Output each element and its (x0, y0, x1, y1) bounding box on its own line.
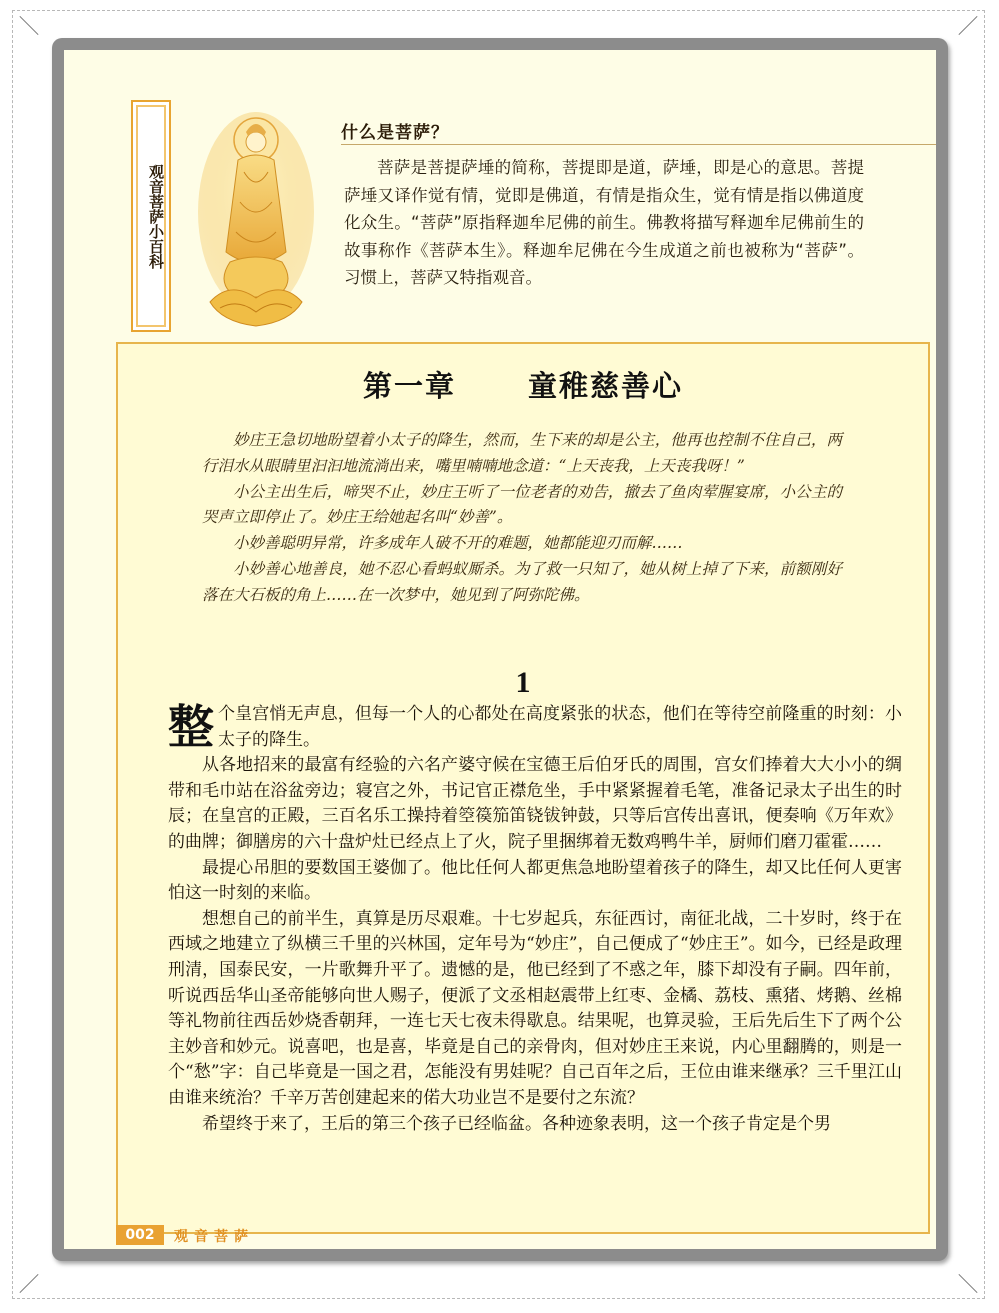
body-paragraph (168, 702, 902, 753)
chapter-box (116, 342, 930, 1234)
body-paragraph: 最提心吊胆的要数国王婆伽了。他比任何人都更焦急地盼望着孩子的降生，却又比任何人更害怕这一时刻的来临。 (168, 857, 902, 904)
corner-mark (19, 16, 38, 35)
heading-rule (341, 144, 936, 145)
summary-paragraph: 小妙善心地善良，她不忍心看蚂蚁厮杀。为了救一只知了，她从树上掉了下来，前额刚好落在大石板的角上……在一次梦中，她见到了阿弥陀佛。 (202, 559, 842, 604)
corner-mark (19, 1274, 38, 1293)
summary-paragraph: 小公主出生后，啼哭不止，妙庄王听了一位老者的劝告，撤去了鱼肉荤腥宴席，小公主的哭声立即停止了。妙庄王给她起名叫“妙善”。 (202, 482, 842, 527)
chapter-title: 第一章 童稚慈善心 (362, 369, 684, 403)
summary-paragraph: 小妙善聪明异常，许多成年人破不开的难题，她都能迎刃而解…… (233, 534, 683, 553)
first-paragraph-text: 个皇宫悄无声息，但每一个人的心都处在高度紧张的状态，他们在等待空前隆重的时刻：小太子的降生。 (218, 704, 902, 750)
intro-paragraph: 菩萨是菩提萨埵的简称，菩提即是道，萨埵，即是心的意思。菩提萨埵又译作觉有情，觉即是佛道，有情是指众生，觉有情是指以佛道度化众生。“菩萨”原指释迦牟尼佛的前生。佛教将描写释迦牟尼佛前生的故事称作《菩萨本生》。释迦牟尼佛在今生成道之前也被称为“菩萨”。习惯上，菩萨又特指观音。 (344, 158, 864, 287)
body-paragraph: 想想自己的前半生，真算是历尽艰难。十七岁起兵，东征西讨，南征北战，二十岁时，终于在西域之地建立了纵横三千里的兴林国，定年号为“妙庄”，自己便成了“妙庄王”。如今，已经是政理刑清，国泰民安，一片歌舞升平了。遗憾的是，他已经到了不惑之年，膝下却没有子嗣。四年前，听说西岳华山圣帝能够向世人赐子，便派了文丞相赵震带上红枣、金橘、荔枝、熏猪、烤鹅、丝棉等礼物前往西岳妙烧香朝拜，一连七天七夜未得歇息。结果呢，也算灵验，王后先后生下了两个公主妙音和妙元。说喜吧，也是喜，毕竟是自己的亲骨肉，但对妙庄王来说，内心里翻腾的，则是一个“愁”字：自己毕竟是一国之君，怎能没有男娃呢？自己百年之后，王位由谁来继承？三千里江山由谁来统治？千辛万苦创建起来的偌大功业岂不是要付之东流？ (168, 908, 902, 1108)
section-number: 1 (515, 666, 531, 699)
corner-mark (958, 1274, 977, 1293)
summary-paragraph: 妙庄王急切地盼望着小太子的降生，然而，生下来的却是公主，他再也控制不住自己，两行泪水从眼睛里汩汩地流淌出来，嘴里喃喃地念道：“上天丧我，上天丧我呀！” (202, 431, 842, 475)
page-number: 002 (116, 1225, 164, 1245)
body-text (168, 702, 902, 1137)
corner-mark (958, 16, 977, 35)
side-tab-title: 观音菩萨小百科 (147, 164, 165, 269)
guanyin-illustration (190, 102, 322, 338)
body-paragraph: 希望终于来了，王后的第三个孩子已经临盆。各种迹象表明，这一个孩子肯定是个男 (202, 1113, 831, 1134)
drop-cap: 整 (168, 700, 214, 754)
side-tab (131, 100, 171, 332)
book-page (64, 50, 936, 1249)
question-heading: 什么是菩萨？ (341, 123, 449, 143)
footer-book-title: 观音菩萨 (174, 1229, 254, 1245)
chapter-summary (202, 428, 842, 609)
body-paragraph: 从各地招来的最富有经验的六名产婆守候在宝德王后伯牙氏的周围，宫女们捧着大大小小的绸带和毛巾站在浴盆旁边；寝宫之外，书记官正襟危坐，手中紧紧握着毛笔，准备记录太子出生的时辰；在皇宫的正殿，三百名乐工操持着箜篌笳笛铙钹钟鼓，只等后宫传出喜讯，便奏响《万年欢》的曲牌；御膳房的六十盘炉灶已经点上了火，院子里捆绑着无数鸡鸭牛羊，厨师们磨刀霍霍…… (168, 755, 902, 852)
